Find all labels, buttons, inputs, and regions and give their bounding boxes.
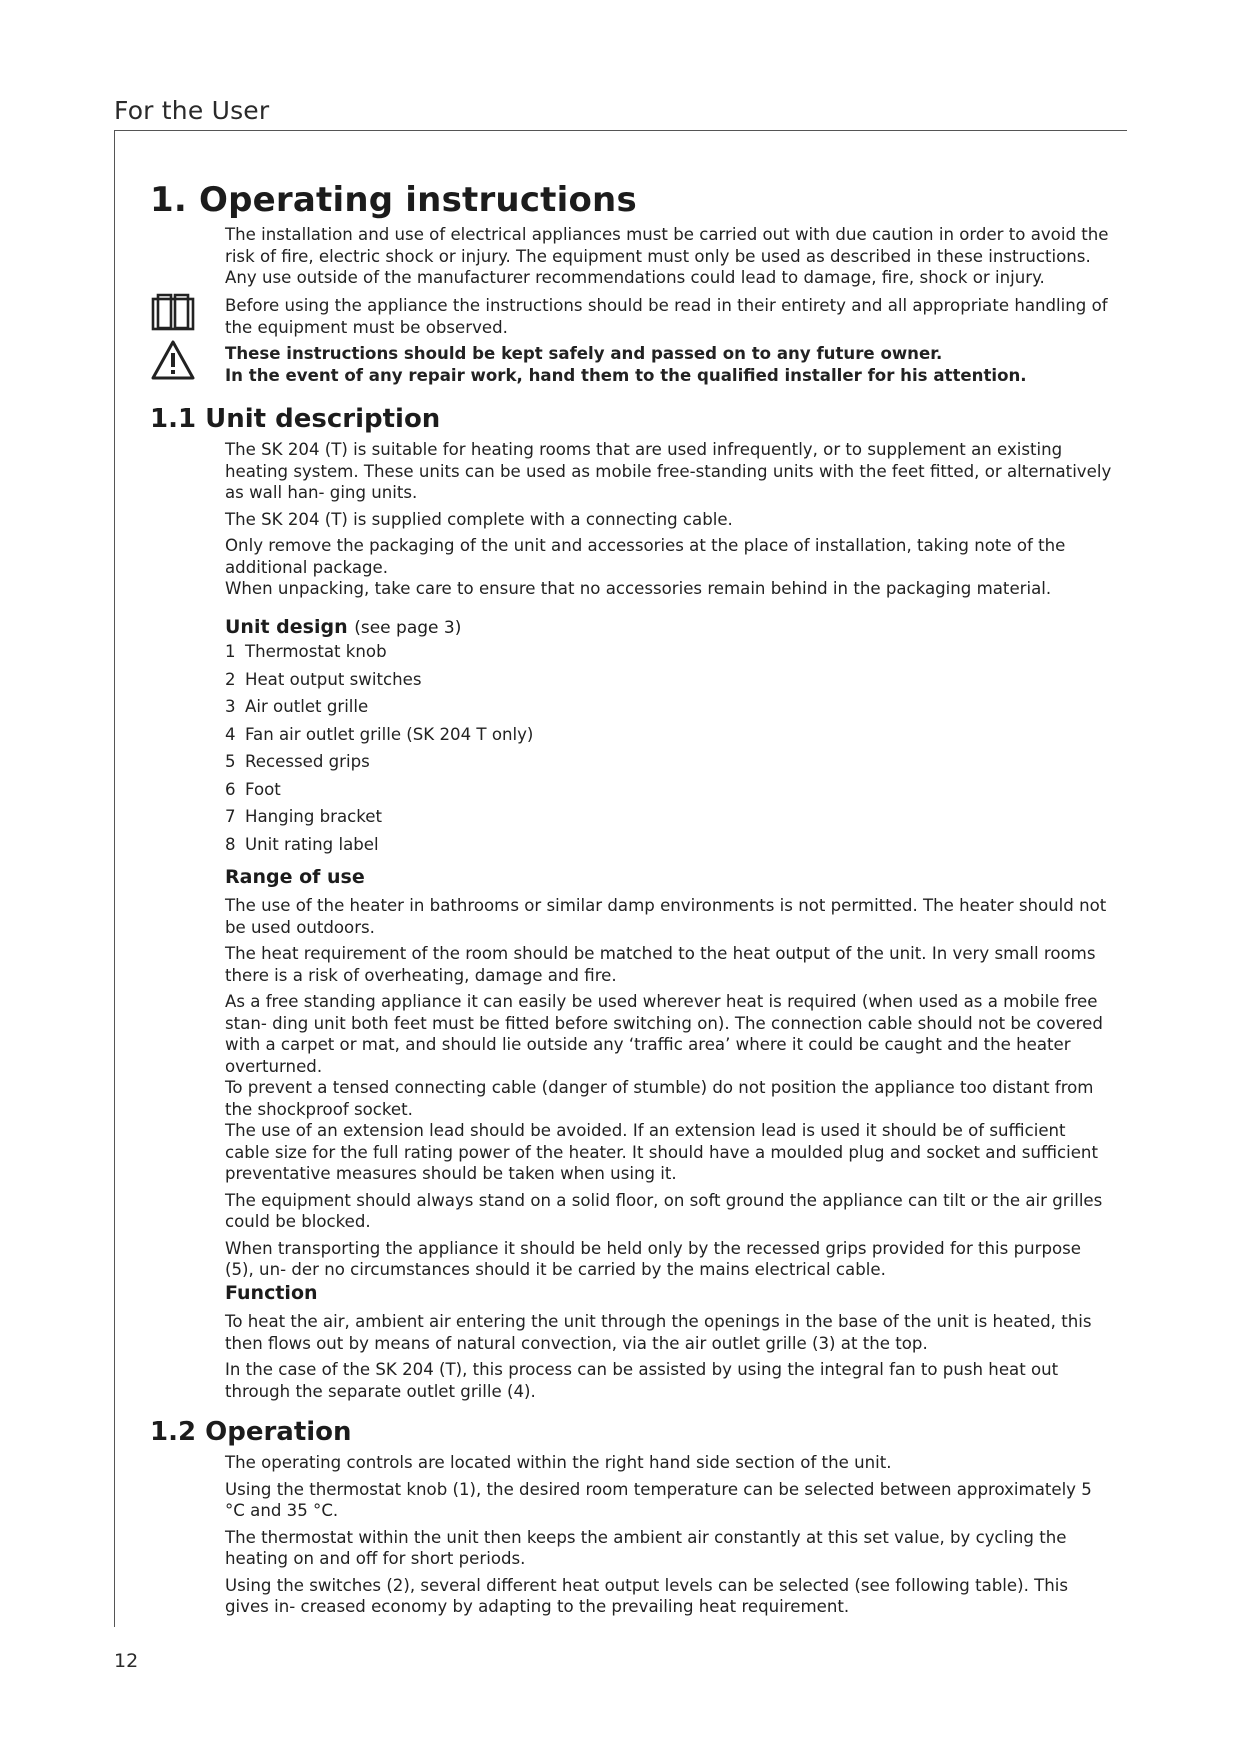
function-paragraph: In the case of the SK 204 (T), this process can be assisted by using the integral fan to push heat out through the separate outlet grille (4).: [225, 1360, 1059, 1401]
unit-description-block: [225, 439, 1115, 605]
list-item-label: Recessed grips: [245, 752, 370, 771]
function-paragraph: To heat the air, ambient air entering the unit through the openings in the base of the unit is heated, this then flows out by means of natural convection, via the air outlet grille (3) at the top.: [225, 1312, 1092, 1353]
operation-paragraph: The operating controls are located within the right hand side section of the unit.: [225, 1453, 892, 1472]
range-of-use-paragraph: To prevent a tensed connecting cable (danger of stumble) do not position the appliance too distant from the shockproof socket.: [225, 1078, 1094, 1119]
list-item: [225, 721, 1115, 749]
unit-description-paragraph: The SK 204 (T) is supplied complete with a connecting cable.: [225, 509, 733, 529]
unit-design-note: (see page 3): [354, 618, 462, 638]
operation-paragraph: The thermostat within the unit then keeps the ambient air constantly at this set value, by cycling the heating on and off for short periods.: [225, 1527, 1067, 1568]
range-of-use-paragraph: The use of an extension lead should be avoided. If an extension lead is used it should be of sufficient cable size for the full rating power of the heater. It should have a moulded plug and socket and sufficient preventative measures should be taken when using it.: [225, 1121, 1098, 1183]
list-item-number: 1: [225, 642, 236, 661]
page-number: 12: [114, 1650, 139, 1672]
list-item: [225, 666, 1115, 694]
unit-description-paragraph: When unpacking, take care to ensure that no accessories remain behind in the packaging material.: [225, 579, 1052, 598]
unit-description-paragraph: Only remove the packaging of the unit and accessories at the place of installation, taking note of the additional package.: [225, 536, 1066, 577]
range-of-use-paragraph: As a free standing appliance it can easily be used wherever heat is required (when used as a mobile free stan- ding unit both feet must be fitted before switching on). The connection cable should not be covered with a carpet or mat, and should lie outside any ‘traffic area’ where it could be caught and the heater overturned.: [225, 992, 1103, 1076]
section-label: For the User: [114, 96, 270, 125]
warning-block: [225, 343, 1115, 391]
list-item-number: 4: [225, 724, 236, 744]
list-item-label: Foot: [245, 779, 281, 799]
book-icon: [150, 290, 196, 332]
list-item-label: Thermostat knob: [245, 642, 387, 661]
header-rule: [114, 130, 1127, 131]
margin-rule: [114, 130, 115, 1627]
list-item-number: 5: [225, 752, 236, 771]
range-of-use-paragraph: When transporting the appliance it should be held only by the recessed grips provided for this purpose (5), un- der no circumstances should it be carried by the mains electrical cable.: [225, 1238, 1082, 1279]
list-item: [225, 831, 1115, 859]
list-item-number: 7: [225, 807, 236, 826]
range-of-use-paragraph: The heat requirement of the room should be matched to the heat output of the unit. In very small rooms there is a risk of overheating, damage and fire.: [225, 944, 1096, 985]
list-item: [225, 693, 1115, 721]
operation-paragraph: Using the thermostat knob (1), the desired room temperature can be selected between approximately 5 °C and 35 °C.: [225, 1479, 1092, 1520]
warning-icon: [150, 339, 196, 381]
section-heading-unit-description: 1.1 Unit description: [150, 404, 441, 434]
list-item: [225, 748, 1115, 776]
unit-description-paragraph: The SK 204 (T) is suitable for heating rooms that are used infrequently, or to supplement an existing heating system. These units can be used as mobile free-standing units with the feet fitted, or alternatively as wall han- ging units.: [225, 440, 1112, 502]
range-of-use-paragraph: The use of the heater in bathrooms or similar damp environments is not permitted. The heater should not be used outdoors.: [225, 896, 1107, 937]
operation-block: [225, 1452, 1115, 1623]
section-heading-operation: 1.2 Operation: [150, 1417, 352, 1447]
list-item-number: 6: [225, 779, 236, 799]
page-title: 1. Operating instructions: [150, 180, 637, 220]
unit-design-title: Unit design: [225, 616, 348, 638]
warning-text-repair: In the event of any repair work, hand them to the qualified installer for his attention.: [225, 365, 1027, 385]
operation-paragraph: Using the switches (2), several different heat output levels can be selected (see following table). This gives in- creased economy by adapting to the prevailing heat requirement.: [225, 1575, 1069, 1616]
list-item-label: Hanging bracket: [245, 807, 383, 826]
list-item-label: Air outlet grille: [245, 697, 369, 716]
warning-text-keep: These instructions should be kept safely and passed on to any future owner.: [225, 344, 943, 363]
list-item-label: Fan air outlet grille (SK 204 T only): [245, 724, 534, 744]
intro-paragraph-block: [225, 224, 1115, 294]
list-item-label: Unit rating label: [245, 834, 379, 854]
subheading-function: Function: [225, 1282, 318, 1304]
list-item-number: 8: [225, 834, 236, 854]
function-block: [225, 1311, 1115, 1407]
range-of-use-block: [225, 895, 1115, 1286]
subheading-range-of-use: Range of use: [225, 866, 365, 888]
subheading-unit-design: [225, 616, 461, 638]
read-instructions-paragraph: Before using the appliance the instructions should be read in their entirety and all appropriate handling of the equipment must be observed.: [225, 296, 1108, 337]
read-instructions-block: [225, 295, 1115, 343]
list-item: [225, 776, 1115, 804]
list-item: [225, 803, 1115, 831]
list-item: [225, 638, 1115, 666]
intro-paragraph: The installation and use of electrical appliances must be carried out with due caution in order to avoid the risk of fire, electric shock or injury. The equipment must only be used as described in these instructions. Any use outside of the manufacturer recommendations could lead to damage, fire, shock or injury.: [225, 225, 1109, 287]
list-item-number: 2: [225, 669, 236, 689]
list-item-number: 3: [225, 697, 236, 716]
list-item-label: Heat output switches: [245, 669, 422, 689]
unit-design-list: [225, 638, 1115, 858]
range-of-use-paragraph: The equipment should always stand on a solid floor, on soft ground the appliance can tilt or the air grilles could be blocked.: [225, 1190, 1103, 1231]
